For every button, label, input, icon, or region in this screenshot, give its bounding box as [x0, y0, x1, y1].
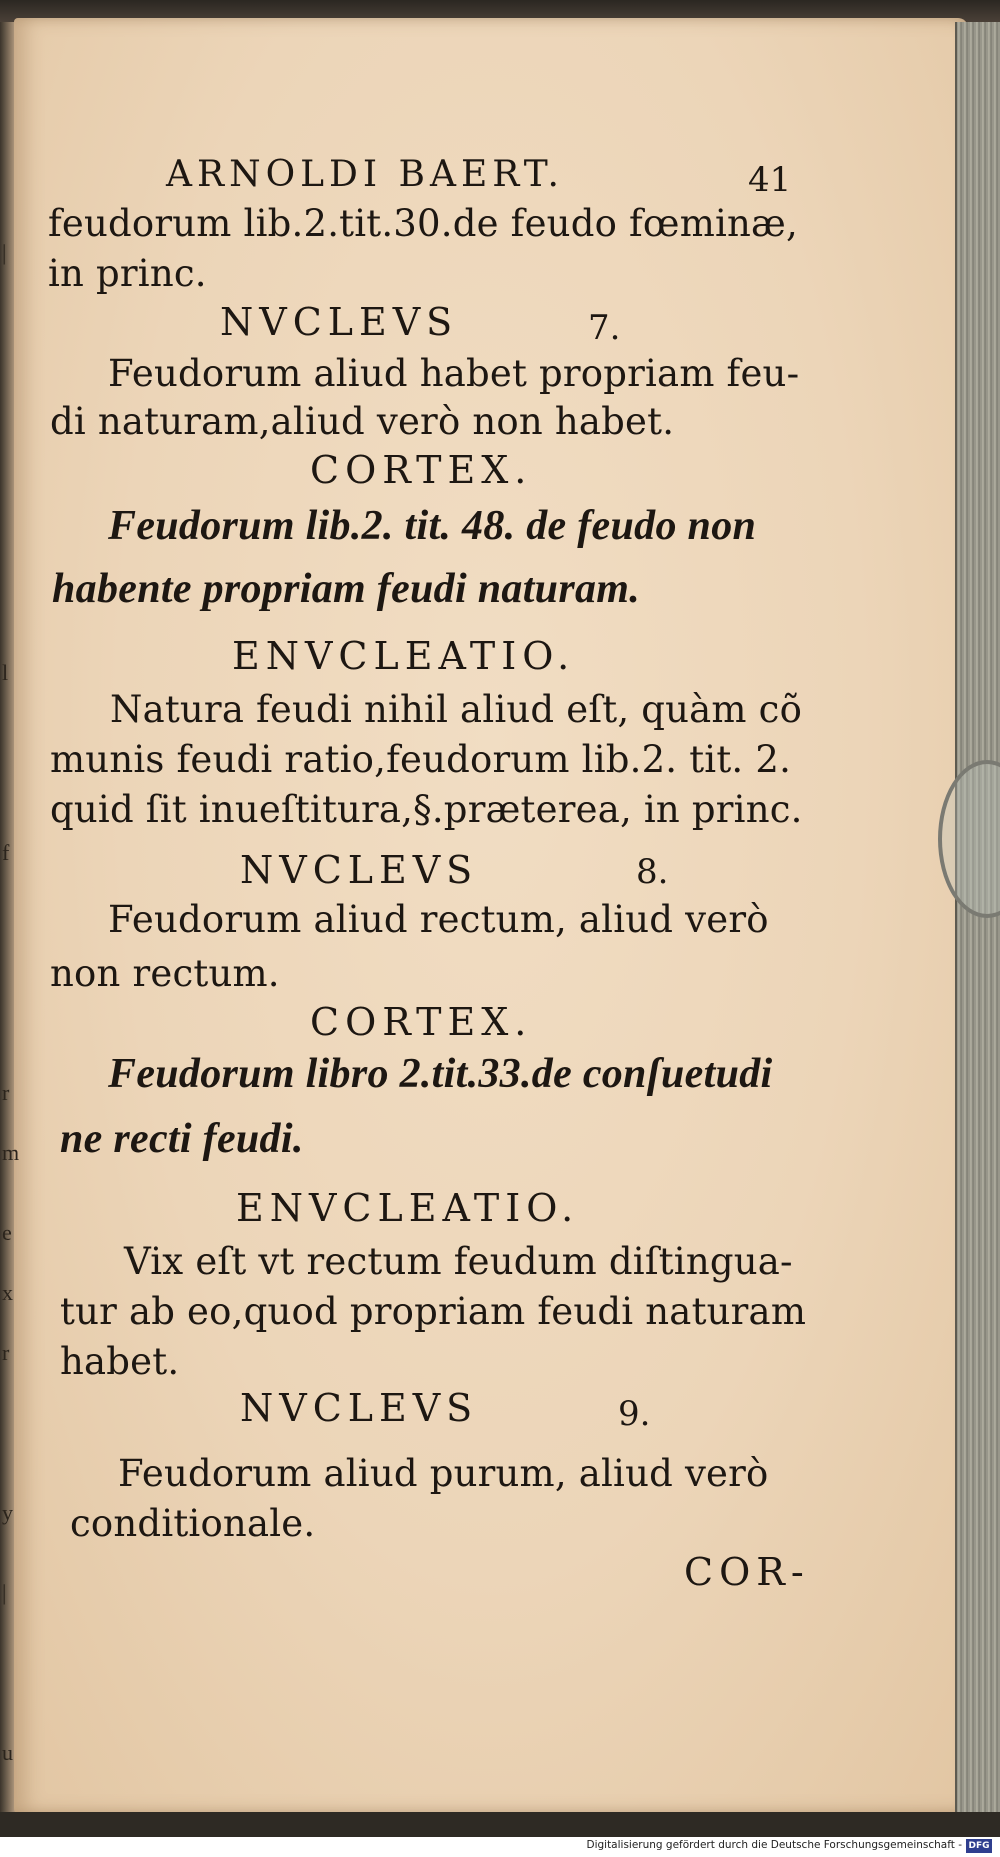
digitization-footer — [0, 1837, 1000, 1857]
section-number-9: 9. — [618, 1394, 651, 1434]
section-number-7: 7. — [588, 308, 621, 348]
bottom-book-edge — [0, 1812, 1000, 1837]
catchword: COR- — [684, 1550, 810, 1594]
italic-line-3: Feudorum libro 2.tit.33.de conſuetudi — [108, 1051, 773, 1097]
text-line-8: Feudorum aliud rectum, aliud verò — [108, 898, 769, 941]
enucleatio-heading-2: ENVCLEATIO. — [236, 1186, 580, 1230]
text-line-2: in princ. — [48, 252, 207, 295]
cortex-heading-2: CORTEX. — [310, 1000, 533, 1044]
funding-credit-text: Digitalisierung gefördert durch die Deutsche Forschungsgemeinschaft - — [586, 1839, 962, 1851]
italic-line-1: Feudorum lib.2. tit. 48. de feudo non — [108, 503, 757, 549]
section-number-8: 8. — [636, 852, 669, 892]
section-heading-nucleus-8: NVCLEVS — [240, 848, 479, 892]
text-line-4: di naturam,aliud verò non habet. — [50, 400, 675, 443]
section-heading-nucleus-9: NVCLEVS — [240, 1386, 479, 1430]
italic-line-4: ne recti feudi. — [60, 1116, 304, 1162]
text-line-7: quid ſit inueſtitura,§.præterea, in princ. — [50, 788, 803, 831]
dfg-logo-icon: DFG — [966, 1839, 992, 1853]
italic-line-2: habente propriam feudi naturam. — [52, 566, 641, 612]
page-number: 41 — [748, 160, 792, 200]
text-line-3: Feudorum aliud habet propriam feu- — [108, 352, 800, 395]
section-heading-nucleus-7: NVCLEVS — [220, 300, 459, 344]
text-line-6: munis feudi ratio,feudorum lib.2. tit. 2. — [50, 738, 792, 781]
text-line-14: conditionale. — [70, 1502, 316, 1545]
text-line-1: feudorum lib.2.tit.30.de feudo fœminæ, — [48, 202, 798, 245]
text-line-11: tur ab eo,quod propriam feudi naturam — [60, 1290, 807, 1333]
text-line-5: Natura feudi nihil aliud eſt, quàm cõ — [110, 688, 803, 731]
book-page-scan: | l f r m e x r y | u ARNOLDI BAERT. 41 feudorum lib.2.tit.30.de feudo fœminæ, in princ. NVCLEVS 7. Feudorum aliud habet propriam feu- di naturam,aliud verò non habet. CORTEX. Feudorum lib.2. tit. 48. de feudo non habente propriam feudi naturam. ENVCLEATIO. Natura feudi nihil aliud eſt, quàm cõ munis feudi ratio,feudorum lib.2. tit. 2. quid ſit inueſtitura,§.præterea, in princ. NVCLEVS 8. Feudorum aliud rectum, aliud verò non rectum. CORTEX. Feudorum libro 2.tit.33.de conſuetudi ne recti feudi. ENVCLEATIO. Vix eſt vt rectum feudum diſtingua- tur ab eo,quod propriam feudi naturam habet. NVCLEVS 9. Feudorum aliud purum, aliud verò conditionale. COR- Digitalisierung gefördert durch die Deutsche Forschungsgemeinschaft - DFG — [0, 0, 1000, 1857]
text-line-9: non rectum. — [50, 952, 280, 995]
text-line-12: habet. — [60, 1340, 180, 1383]
cortex-heading-1: CORTEX. — [310, 448, 533, 492]
text-line-13: Feudorum aliud purum, aliud verò — [118, 1452, 769, 1495]
enucleatio-heading-1: ENVCLEATIO. — [232, 634, 576, 678]
text-line-10: Vix eſt vt rectum feudum diſtingua- — [124, 1240, 793, 1283]
running-title: ARNOLDI BAERT. — [166, 154, 564, 195]
